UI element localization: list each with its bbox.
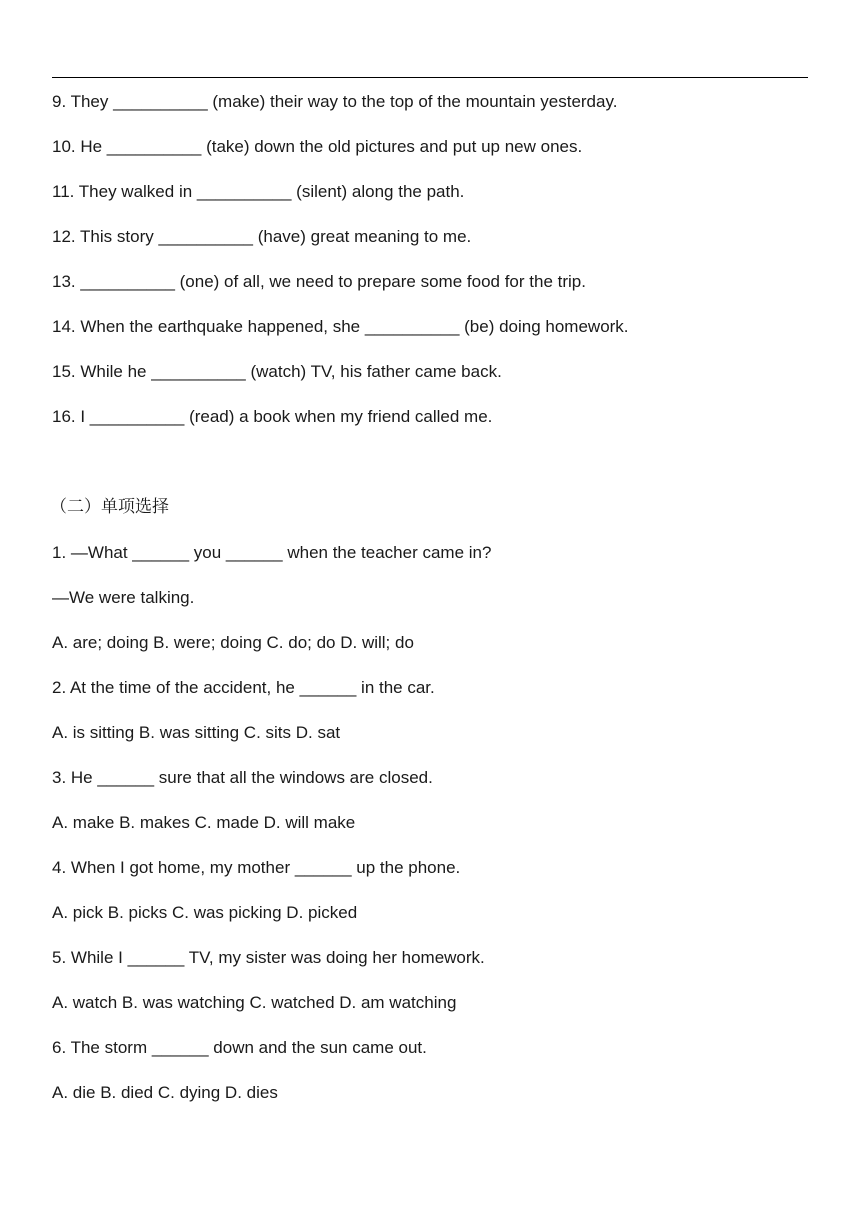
fill-in-item-15: 15. While he __________ (watch) TV, his father came back. (52, 362, 502, 381)
fill-in-item-9: 9. They __________ (make) their way to the top of the mountain yesterday. (52, 92, 618, 111)
header-rule (52, 77, 808, 78)
fill-in-item-10: 10. He __________ (take) down the old pictures and put up new ones. (52, 137, 583, 156)
question-5: 5. While I ______ TV, my sister was doing her homework. (52, 948, 485, 967)
question-3: 3. He ______ sure that all the windows are closed. (52, 768, 433, 787)
question-2: 2. At the time of the accident, he ______ in the car. (52, 678, 435, 697)
fill-in-item-14: 14. When the earthquake happened, she __________ (be) doing homework. (52, 317, 629, 336)
question-3-options: A. make B. makes C. made D. will make (52, 813, 356, 832)
question-1-answer: —We were talking. (52, 588, 195, 607)
fill-in-item-13: 13. __________ (one) of all, we need to prepare some food for the trip. (52, 272, 586, 291)
question-4-options: A. pick B. picks C. was picking D. picked (52, 903, 358, 922)
fill-in-item-11: 11. They walked in __________ (silent) along the path. (52, 182, 465, 201)
question-4: 4. When I got home, my mother ______ up the phone. (52, 858, 461, 877)
fill-in-item-16: 16. I __________ (read) a book when my friend called me. (52, 407, 493, 426)
question-6: 6. The storm ______ down and the sun came out. (52, 1038, 427, 1057)
question-1: 1. —What ______ you ______ when the teacher came in? (52, 543, 492, 562)
question-1-options: A. are; doing B. were; doing C. do; do D. will; do (52, 633, 414, 652)
fill-in-item-12: 12. This story __________ (have) great meaning to me. (52, 227, 472, 246)
question-2-options: A. is sitting B. was sitting C. sits D. sat (52, 723, 341, 742)
question-5-options: A. watch B. was watching C. watched D. am watching (52, 993, 457, 1012)
section-heading: （二）单项选择 (50, 497, 169, 517)
question-6-options: A. die B. died C. dying D. dies (52, 1083, 278, 1102)
